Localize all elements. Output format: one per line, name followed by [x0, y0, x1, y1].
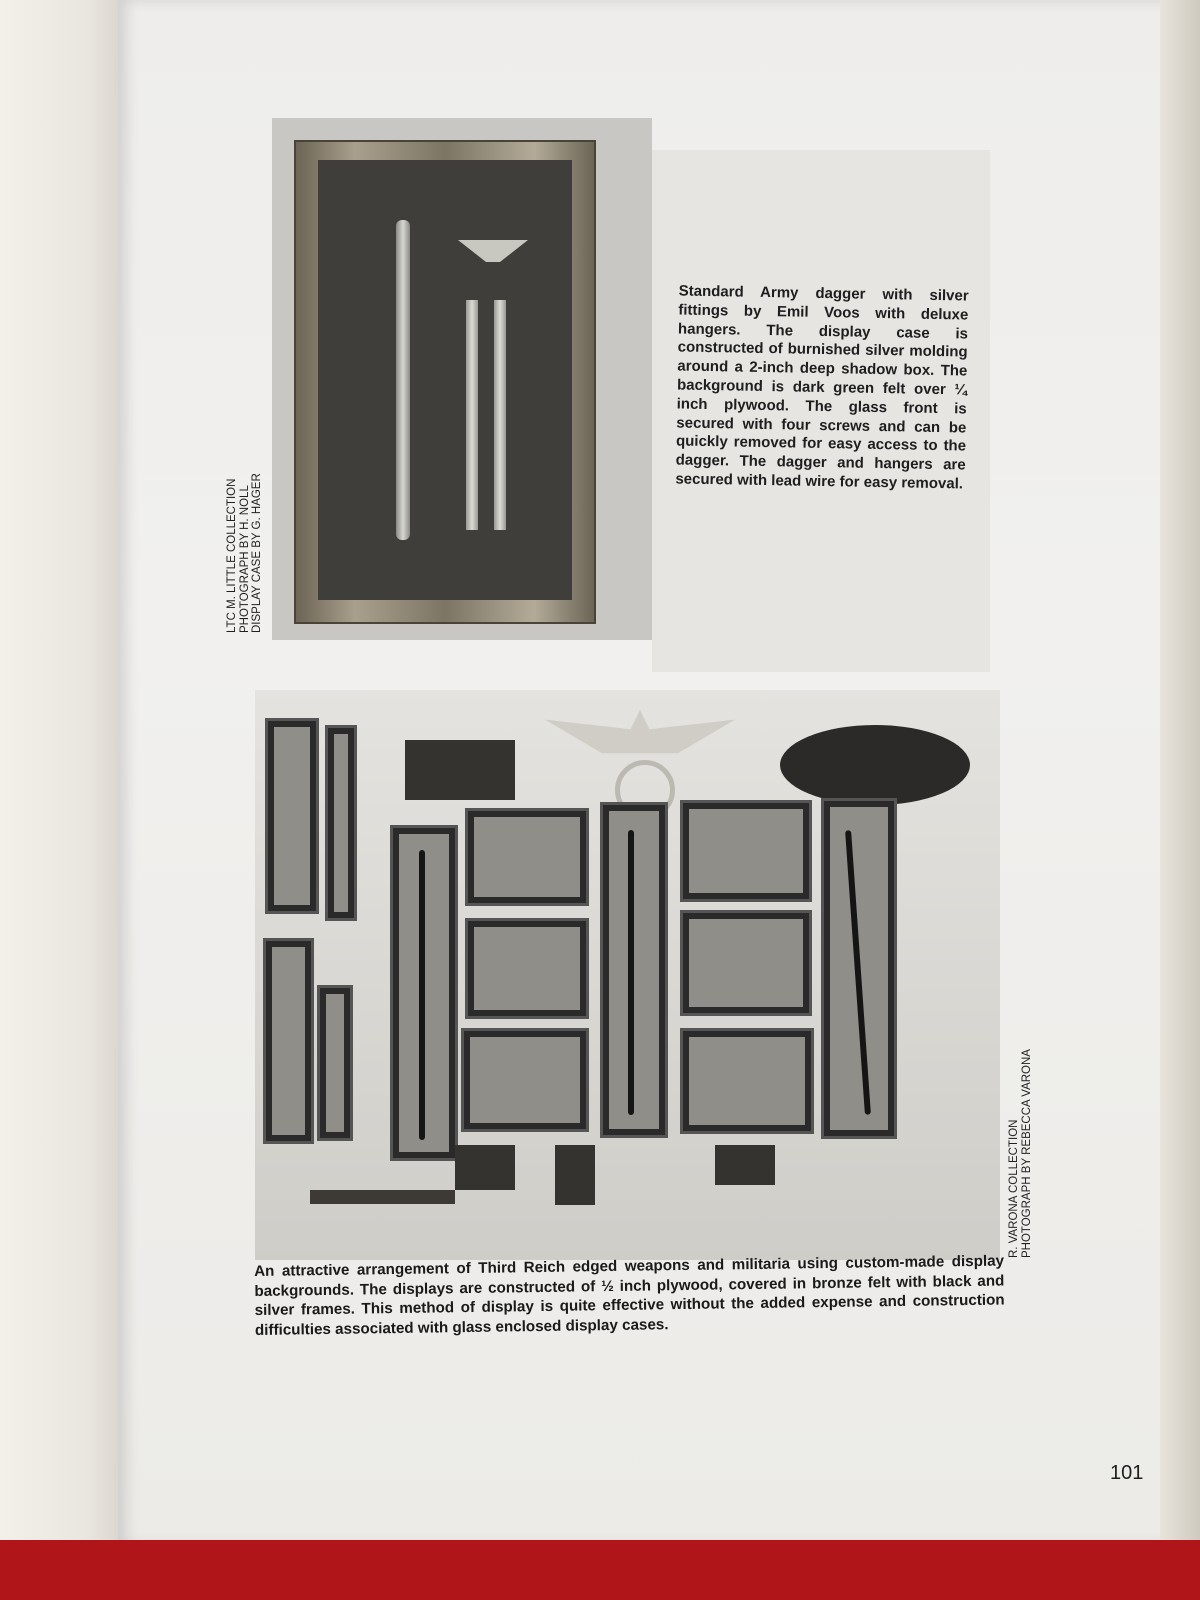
display-panel [325, 725, 357, 921]
credit-line: R. VARONA COLLECTION [1008, 1119, 1020, 1258]
militaria-display-photo [255, 690, 1000, 1260]
credit-line: LTC M. LITTLE COLLECTION [226, 478, 238, 633]
sabre [419, 850, 425, 1140]
facing-page [0, 0, 125, 1600]
credit-line: PHOTOGRAPH BY REBECCA VARONA [1020, 1049, 1033, 1258]
dagger-hanger [494, 300, 506, 530]
bottom-caption: An attractive arrangement of Third Reich edged weapons and militaria using custom-made display backgrounds. The displays are constructed of ½ inch plywood, covered in bronze felt with black and silver frames. This method of display is quite effective without the added expense and construction difficulties associated with glass enclosed display cases. [254, 1252, 1005, 1339]
dagger-hanger [466, 300, 478, 530]
credit-line: DISPLAY CASE BY G. HAGER [251, 473, 263, 633]
framed-item [555, 1145, 595, 1205]
dagger-panel [680, 1028, 814, 1134]
framed-item [715, 1145, 775, 1185]
display-panel [317, 985, 353, 1141]
dagger-panel [465, 918, 589, 1019]
sword [628, 830, 634, 1115]
felt-background [318, 160, 572, 600]
bottom-photo-credit [1008, 1049, 1033, 1258]
dagger-panel [465, 808, 589, 906]
display-panel [263, 938, 314, 1144]
dagger-panel [461, 1028, 589, 1132]
display-case-frame [294, 140, 596, 624]
page-edge [1160, 0, 1200, 1600]
framed-item [455, 1145, 515, 1190]
red-background [0, 1540, 1200, 1600]
top-photo-credit [226, 473, 264, 633]
army-dagger [396, 220, 410, 540]
eagle-emblem [458, 240, 528, 262]
sword-panel [600, 802, 668, 1138]
dagger-display-photo [272, 118, 652, 640]
page-number: 101 [1110, 1462, 1144, 1484]
top-caption: Standard Army dagger with silver fittings by Emil Voos with deluxe hangers. The display case is constructed of burnished silver molding around a 2-inch deep shadow box. The background is dark green felt over ¼ inch plywood. The glass front is secured with four screws and can be quickly removed for easy access to the dagger. The dagger and hangers are secured with lead wire for easy removal. [675, 282, 969, 493]
credit-line: PHOTOGRAPH BY H. NOLL [238, 485, 251, 633]
framed-picture [405, 740, 515, 800]
dagger-panel [680, 800, 812, 902]
table [310, 1190, 455, 1204]
dagger-panel [680, 910, 812, 1016]
oval-portrait-plaque [780, 725, 970, 805]
display-panel [265, 718, 319, 914]
